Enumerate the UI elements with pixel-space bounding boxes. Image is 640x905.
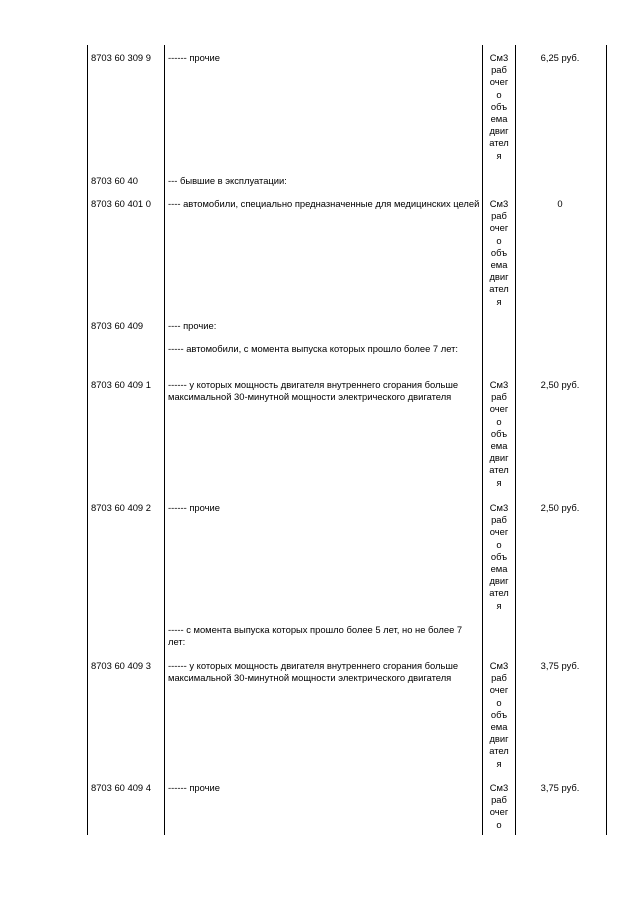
row-8-unit: Cм3 раб очег о объ ема двиг ател я	[489, 660, 509, 769]
row-2-unit: Cм3 раб очег о объ ема двиг ател я	[489, 198, 509, 307]
row-5-rate: 2,50 руб.	[540, 379, 580, 390]
row-6-rate: 2,50 руб.	[540, 502, 580, 513]
row-9-description: ------ прочие	[168, 782, 220, 793]
row-6-description: ------ прочие	[168, 502, 220, 513]
table-rule-desc	[482, 45, 483, 835]
row-3-code: 8703 60 409	[91, 320, 144, 331]
table-rule-right	[606, 45, 607, 835]
row-0-description: ------ прочие	[168, 52, 220, 63]
row-9-unit: Cм3 раб очег о	[489, 782, 509, 830]
row-3-description: ---- прочие:	[168, 320, 217, 331]
row-7-description: ----- с момента выпуска которых прошло более 5 лет, но не более 7 лет:	[168, 624, 463, 648]
table-rule-left	[87, 45, 88, 835]
row-1-code: 8703 60 40	[91, 175, 138, 186]
row-2-description: ---- автомобили, специально предназначенные для медицинских целей	[168, 198, 480, 209]
table-rule-code	[164, 45, 165, 835]
row-0-rate: 6,25 руб.	[540, 52, 580, 63]
row-2-rate: 0	[557, 198, 563, 209]
row-0-unit: Cм3 раб очег о объ ема двиг ател я	[489, 52, 509, 161]
row-8-rate: 3,75 руб.	[540, 660, 580, 671]
row-2-code: 8703 60 401 0	[91, 198, 151, 209]
row-9-code: 8703 60 409 4	[91, 782, 151, 793]
row-5-code: 8703 60 409 1	[91, 379, 151, 390]
row-5-unit: Cм3 раб очег о объ ема двиг ател я	[489, 379, 509, 488]
row-5-description: ------ у которых мощность двигателя внутреннего сгорания больше максимальной 30-минутной мощности электрического двигателя	[168, 379, 459, 403]
row-6-unit: Cм3 раб очег о объ ема двиг ател я	[489, 502, 509, 611]
row-0-code: 8703 60 309 9	[91, 52, 151, 63]
row-9-rate: 3,75 руб.	[540, 782, 580, 793]
row-8-description: ------ у которых мощность двигателя внутреннего сгорания больше максимальной 30-минутной мощности электрического двигателя	[168, 660, 459, 684]
row-4-description: ----- автомобили, с момента выпуска которых прошло более 7 лет:	[168, 343, 459, 354]
table-rule-unit	[515, 45, 516, 835]
row-8-code: 8703 60 409 3	[91, 660, 151, 671]
row-6-code: 8703 60 409 2	[91, 502, 151, 513]
row-1-description: --- бывшие в эксплуатации:	[168, 175, 287, 186]
